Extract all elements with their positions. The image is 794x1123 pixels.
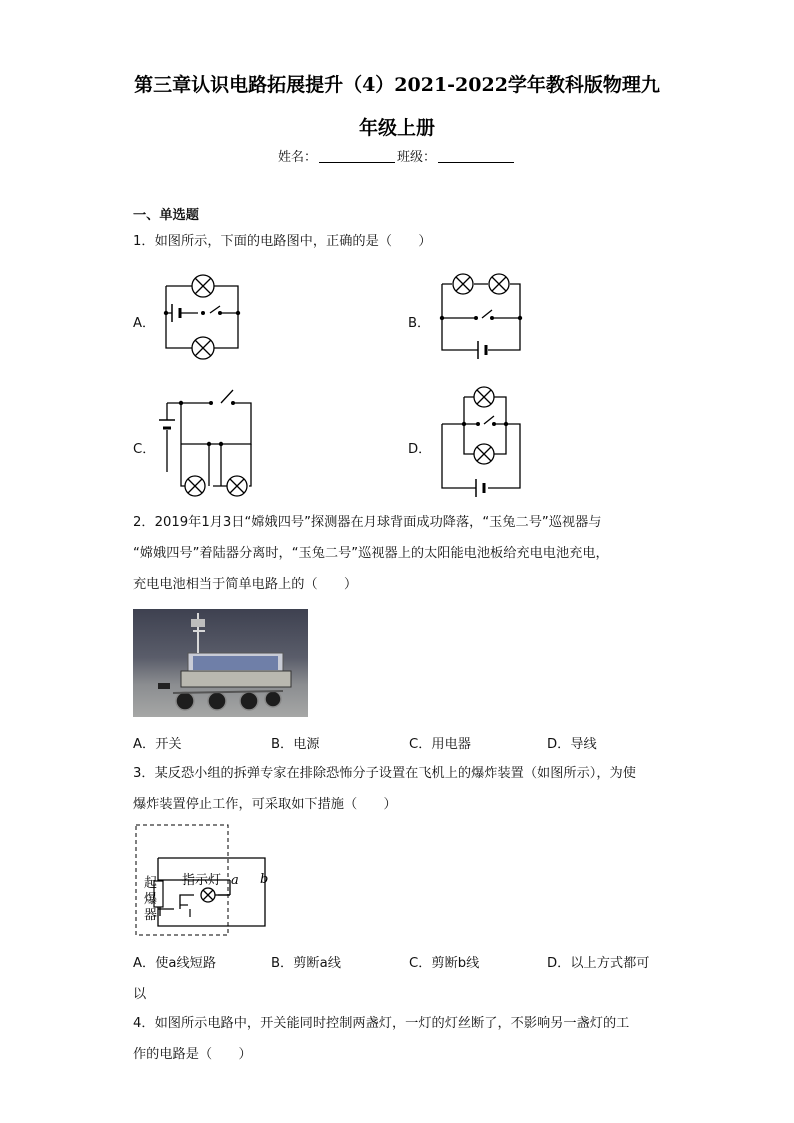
q2-option-d[interactable]: D．导线: [547, 737, 597, 752]
q1-circuit-d: [436, 382, 536, 502]
indicator-lamp-icon: [201, 888, 215, 902]
class-label: 班级：: [397, 150, 437, 165]
q1-option-b-label[interactable]: B．: [408, 316, 431, 331]
lamp-icon: [192, 337, 214, 359]
detonator-char-1: 起: [144, 876, 158, 891]
document-title-line1: 第三章认识电路拓展提升（4）2021-2022学年教科版物理九: [134, 74, 660, 96]
q1-circuit-c: [155, 384, 255, 499]
class-blank[interactable]: [438, 149, 514, 163]
q3-option-b[interactable]: B．剪断a线: [271, 956, 341, 971]
wire-a-label: a: [231, 873, 239, 888]
name-blank[interactable]: [319, 149, 395, 163]
q1-option-c-label[interactable]: C．: [133, 442, 156, 457]
q1-circuit-a: [158, 266, 248, 366]
lamp-icon: [227, 476, 247, 496]
name-label: 姓名：: [277, 150, 317, 165]
q1-option-d-label[interactable]: D．: [408, 442, 432, 457]
wire-b-label: b: [260, 872, 269, 887]
q2-option-c[interactable]: C．用电器: [409, 737, 471, 752]
q3-option-d[interactable]: D．以上方式都可: [547, 956, 650, 971]
lamp-icon: [185, 476, 205, 496]
q2-option-a[interactable]: A．开关: [133, 737, 182, 752]
lamp-icon: [474, 444, 494, 464]
student-info: [0, 146, 794, 165]
q4-line2: 作的电路是（ ）: [133, 1047, 252, 1062]
q3-line2: 爆炸装置停止工作，可采取如下措施（ ）: [133, 797, 397, 812]
lunar-rover-photo: [133, 609, 308, 717]
q1-circuit-b: [436, 266, 526, 366]
lamp-icon: [474, 387, 494, 407]
q2-line3: 充电电池相当于简单电路上的（ ）: [133, 577, 358, 592]
document-title-line2: 年级上册: [358, 117, 435, 139]
q3-line1: 3．某反恐小组的拆弹专家在排除恐怖分子设置在飞机上的爆炸装置（如图所示），为使: [133, 766, 636, 781]
q4-line1: 4．如图所示电路中，开关能同时控制两盏灯，一灯的灯丝断了，不影响另一盏灯的工: [133, 1016, 630, 1031]
q3-option-d-wrap: 以: [133, 987, 147, 1002]
q1-option-a-label[interactable]: A．: [133, 316, 156, 331]
lamp-icon: [453, 274, 473, 294]
rover-illustration: [133, 609, 308, 717]
indicator-lamp-label: 指示灯: [182, 873, 222, 888]
q2-line1: 2．2019年1月3日“嫦娥四号”探测器在月球背面成功降落，“玉兔二号”巡视器与: [133, 515, 602, 530]
q2-line2: “嫦娥四号”着陆器分离时，“玉兔二号”巡视器上的太阳能电池板给充电电池充电，: [133, 546, 609, 561]
q1-stem: 1．如图所示，下面的电路图中，正确的是（ ）: [133, 234, 432, 249]
section-heading: 一、单选题: [133, 208, 199, 223]
lamp-icon: [192, 275, 214, 297]
q2-option-b[interactable]: B．电源: [271, 737, 320, 752]
detonator-char-2: 爆: [144, 892, 158, 907]
q3-bomb-circuit: [134, 823, 274, 938]
q3-option-a[interactable]: A．使a线短路: [133, 956, 217, 971]
detonator-char-3: 器: [144, 908, 158, 923]
lamp-icon: [489, 274, 509, 294]
q3-option-c[interactable]: C．剪断b线: [409, 956, 480, 971]
